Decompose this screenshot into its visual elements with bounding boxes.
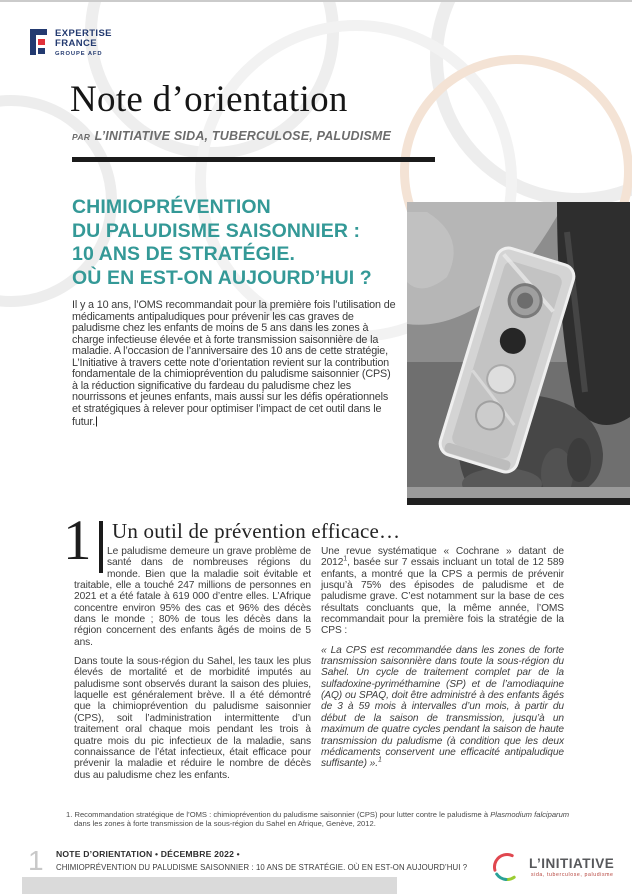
photo-blister-pack bbox=[407, 202, 630, 505]
document-title: Note d’orientation bbox=[70, 79, 348, 120]
byline-text: L’INITIATIVE SIDA, TUBERCULOSE, PALUDISME bbox=[94, 129, 392, 143]
page-number: 1 bbox=[28, 845, 44, 876]
linitiative-ring-icon bbox=[490, 850, 524, 884]
left-paragraph-2: Dans toute la sous-région du Sahel, les taux les plus élevés de mortalité et de morbidité imputés au paludisme sont observés durant la saison des pluies, laquelle est généralement brève. Il a été démontré que la chimioprévention du paludisme saisonnier (CPS), soit l’administration intermittente d’un traitement oral chaque mois pendant les trois à quatre mois du pic infectieux de la maladie, sans connaissance de l’état infectieux, était efficace pour prévenir la maladie et réduire le nombre de décès dus au paludisme chez les enfants. bbox=[74, 656, 311, 781]
footer-line1: NOTE D’ORIENTATION • DÉCEMBRE 2022 • bbox=[56, 849, 240, 859]
headline-line2: DU PALUDISME SAISONNIER : bbox=[72, 219, 361, 242]
footnote-marker: 1. bbox=[66, 810, 73, 819]
byline-prefix: PAR bbox=[72, 132, 91, 142]
intro-text: Il y a 10 ans, l’OMS recommandait pour la première fois l’utilisation de médicaments antipaludiques pour prévenir les cas graves de paludisme chez les enfants de moins de 5 ans dans les zones à charge infectieuse élevée et à forte transmission saisonnière de la maladie. A l’occasion de l’anniversaire des 10 ans de cette stratégie, L’Initiative à travers cette note d’orientation revient sur la contribution fondamentale de la chimioprévention du paludisme saisonnier (CPS) à la réduction significative du fardeau du paludisme chez les nourrissons et jeunes enfants, mais aussi sur les défis opérationnels et stratégiques à relever pour optimiser l’impact de cet outil dans le futur. bbox=[72, 299, 396, 428]
quote-text: « La CPS est recommandée dans les zones de forte transmission saisonnière dans toute la sous-région du Sahel. Un cycle de traitement complet par de la sulfadoxine-pyriméthamine (SP) et de l’amodiaquine (AQ) ou SPAQ, doit être administré à des enfants âgés de 3 à 59 mois à intervalles d’un mois, à partir du début de la saison de transmission, jusqu’à un maximum de quatre cycles pendant la saison de haute transmission du paludisme (à condition que les deux médicaments conservent une efficacité antipaludique suffisante) ». bbox=[321, 644, 564, 770]
right-paragraph-1 bbox=[321, 546, 564, 637]
left-paragraph-1-text: Le paludisme demeure un grave problème de santé dans de nombreuses régions du monde. Bien que la maladie soit évitable et traitable, elle a touché 247 millions de personnes en 2021 et a été fatale à 619 000 d’entre elles. L’Afrique concentre environ 95% des cas et 96% des décès dans le monde ; 80% de tous les décès dans la région concernent des enfants âgés de moins de 5 ans. bbox=[74, 546, 311, 648]
body-column-left bbox=[74, 546, 311, 781]
left-paragraph-1 bbox=[74, 546, 311, 648]
headline-line3: 10 ANS DE STRATÉGIE. bbox=[72, 243, 296, 265]
footer-line2: CHIMIOPRÉVENTION DU PALUDISME SAISONNIER : 10 ANS DE STRATÉGIE. OÙ EN EST-ON AUJOURD’HUI ? bbox=[56, 862, 468, 872]
footnote-ref-superscript: 1 bbox=[343, 555, 348, 563]
section-title: Un outil de prévention efficace… bbox=[112, 519, 401, 543]
masthead-rule bbox=[72, 157, 435, 162]
page-top-edge bbox=[0, 0, 632, 2]
logo-line3: GROUPE AFD bbox=[55, 51, 103, 57]
headline-line1: CHIMIOPRÉVENTION bbox=[72, 196, 271, 218]
logo-line1: EXPERTISE bbox=[55, 28, 112, 39]
text-cursor bbox=[96, 417, 97, 427]
linitiative-wordmark: L’INITIATIVE bbox=[529, 856, 615, 871]
footnote-species-italic: Plasmodium falciparum bbox=[490, 810, 570, 819]
body-column-right bbox=[321, 546, 564, 770]
footnote bbox=[66, 810, 579, 828]
who-recommendation-quote bbox=[321, 645, 564, 770]
section-number: 1 bbox=[63, 509, 92, 572]
intro-paragraph bbox=[72, 300, 399, 429]
logo-line2: FRANCE bbox=[55, 38, 97, 49]
expertise-france-monogram-icon bbox=[30, 29, 47, 55]
byline bbox=[72, 127, 391, 145]
bottom-gray-bar bbox=[22, 877, 397, 894]
photo-illustration-icon bbox=[407, 202, 630, 505]
linitiative-tagline: sida, tuberculose, paludisme bbox=[531, 872, 614, 878]
footer-text bbox=[56, 849, 467, 872]
numeral-wrap-spacer bbox=[74, 546, 107, 569]
footnote-text-cont: dans les zones à forte transmission de la sous-région du Sahel en Afrique, Genève, 2012. bbox=[74, 819, 376, 829]
right-paragraph-1-text: Une revue systématique « Cochrane » datant de 2012 bbox=[321, 546, 564, 569]
footnote-ref-superscript: 1 bbox=[377, 756, 382, 764]
footnote-text: Recommandation stratégique de l’OMS : chimioprévention du paludisme saisonnier (CPS) pour lutter contre le paludisme à bbox=[72, 810, 491, 819]
right-paragraph-1-text-cont: , basée sur 7 essais incluant un total de 12 589 enfants, a montré que la CPS a permis de prévenir jusqu’à 75% des épisodes de paludisme et de paludisme grave. C’est notamment sur la base de ces résultats concluants que, la même année, l’OMS recommandait pour la première fois la stratégie de la CPS : bbox=[321, 557, 564, 637]
headline-line4: OÙ EN EST-ON AUJOURD’HUI ? bbox=[72, 266, 372, 289]
article-headline bbox=[72, 196, 372, 290]
